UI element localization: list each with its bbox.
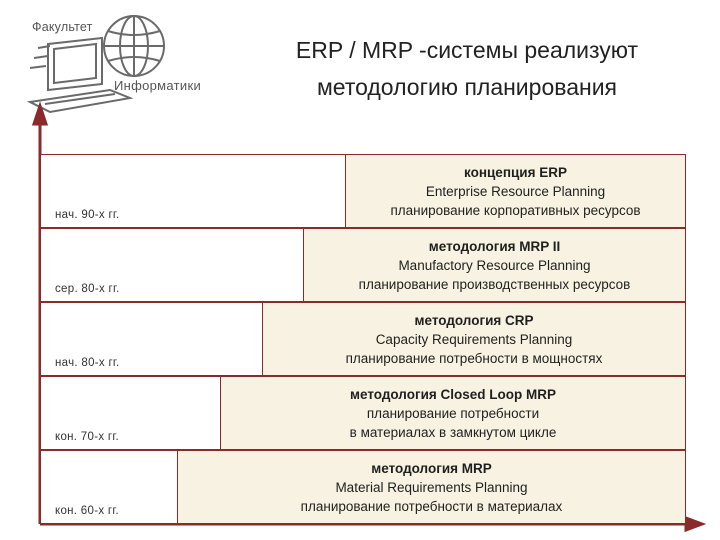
- timeline-row-crp: [40, 302, 686, 376]
- timeline-row-closed-loop-mrp: [40, 376, 686, 450]
- methodology-heading: концепция ERP: [464, 164, 567, 180]
- methodology-description: планирование производственных ресурсов: [358, 276, 631, 292]
- period-label: нач. 80-х гг.: [55, 357, 120, 369]
- methodology-description: планирование потребности в материалах: [300, 498, 563, 514]
- methodology-description: в материалах в замкнутом цикле: [349, 424, 557, 440]
- horizontal-axis-arrow: [686, 518, 702, 530]
- methodology-heading: методология MRP: [371, 460, 492, 476]
- title-line-1: ERP / MRP -системы реализуют: [295, 37, 639, 63]
- methodology-heading: методология Closed Loop MRP: [350, 386, 556, 402]
- vertical-axis-arrow: [34, 106, 46, 124]
- methodology-description: планирование корпоративных ресурсов: [390, 202, 641, 218]
- period-label: кон. 60-х гг.: [55, 505, 119, 517]
- title-line-2: методологию планирования: [316, 74, 617, 100]
- period-label: нач. 90-х гг.: [55, 209, 120, 221]
- methodology-box-erp: [345, 154, 686, 228]
- logo-text-faculty: Факультет: [32, 20, 93, 34]
- methodology-full-name: Material Requirements Planning: [335, 479, 528, 495]
- methodology-full-name: Capacity Requirements Planning: [375, 331, 573, 347]
- timeline-row-mrp2: [40, 228, 686, 302]
- methodology-full-name: планирование потребности: [366, 405, 540, 421]
- methodology-full-name: Manufactory Resource Planning: [398, 257, 591, 273]
- methodology-description: планирование потребности в мощностях: [345, 350, 603, 366]
- period-label: кон. 70-х гг.: [55, 431, 119, 443]
- methodology-heading: методология MRP II: [428, 238, 561, 254]
- period-label: сер. 80-х гг.: [55, 283, 120, 295]
- logo-text-informatics: Информатики: [114, 78, 202, 93]
- timeline-row-mrp: [40, 450, 686, 524]
- methodology-full-name: Enterprise Resource Planning: [425, 183, 606, 199]
- methodology-box-closed-loop-mrp: [220, 376, 686, 450]
- timeline-row-erp: [40, 154, 686, 228]
- methodology-box-mrp2: [303, 228, 686, 302]
- methodology-box-mrp: [177, 450, 686, 524]
- methodology-box-crp: [262, 302, 686, 376]
- methodology-heading: методология CRP: [414, 312, 534, 328]
